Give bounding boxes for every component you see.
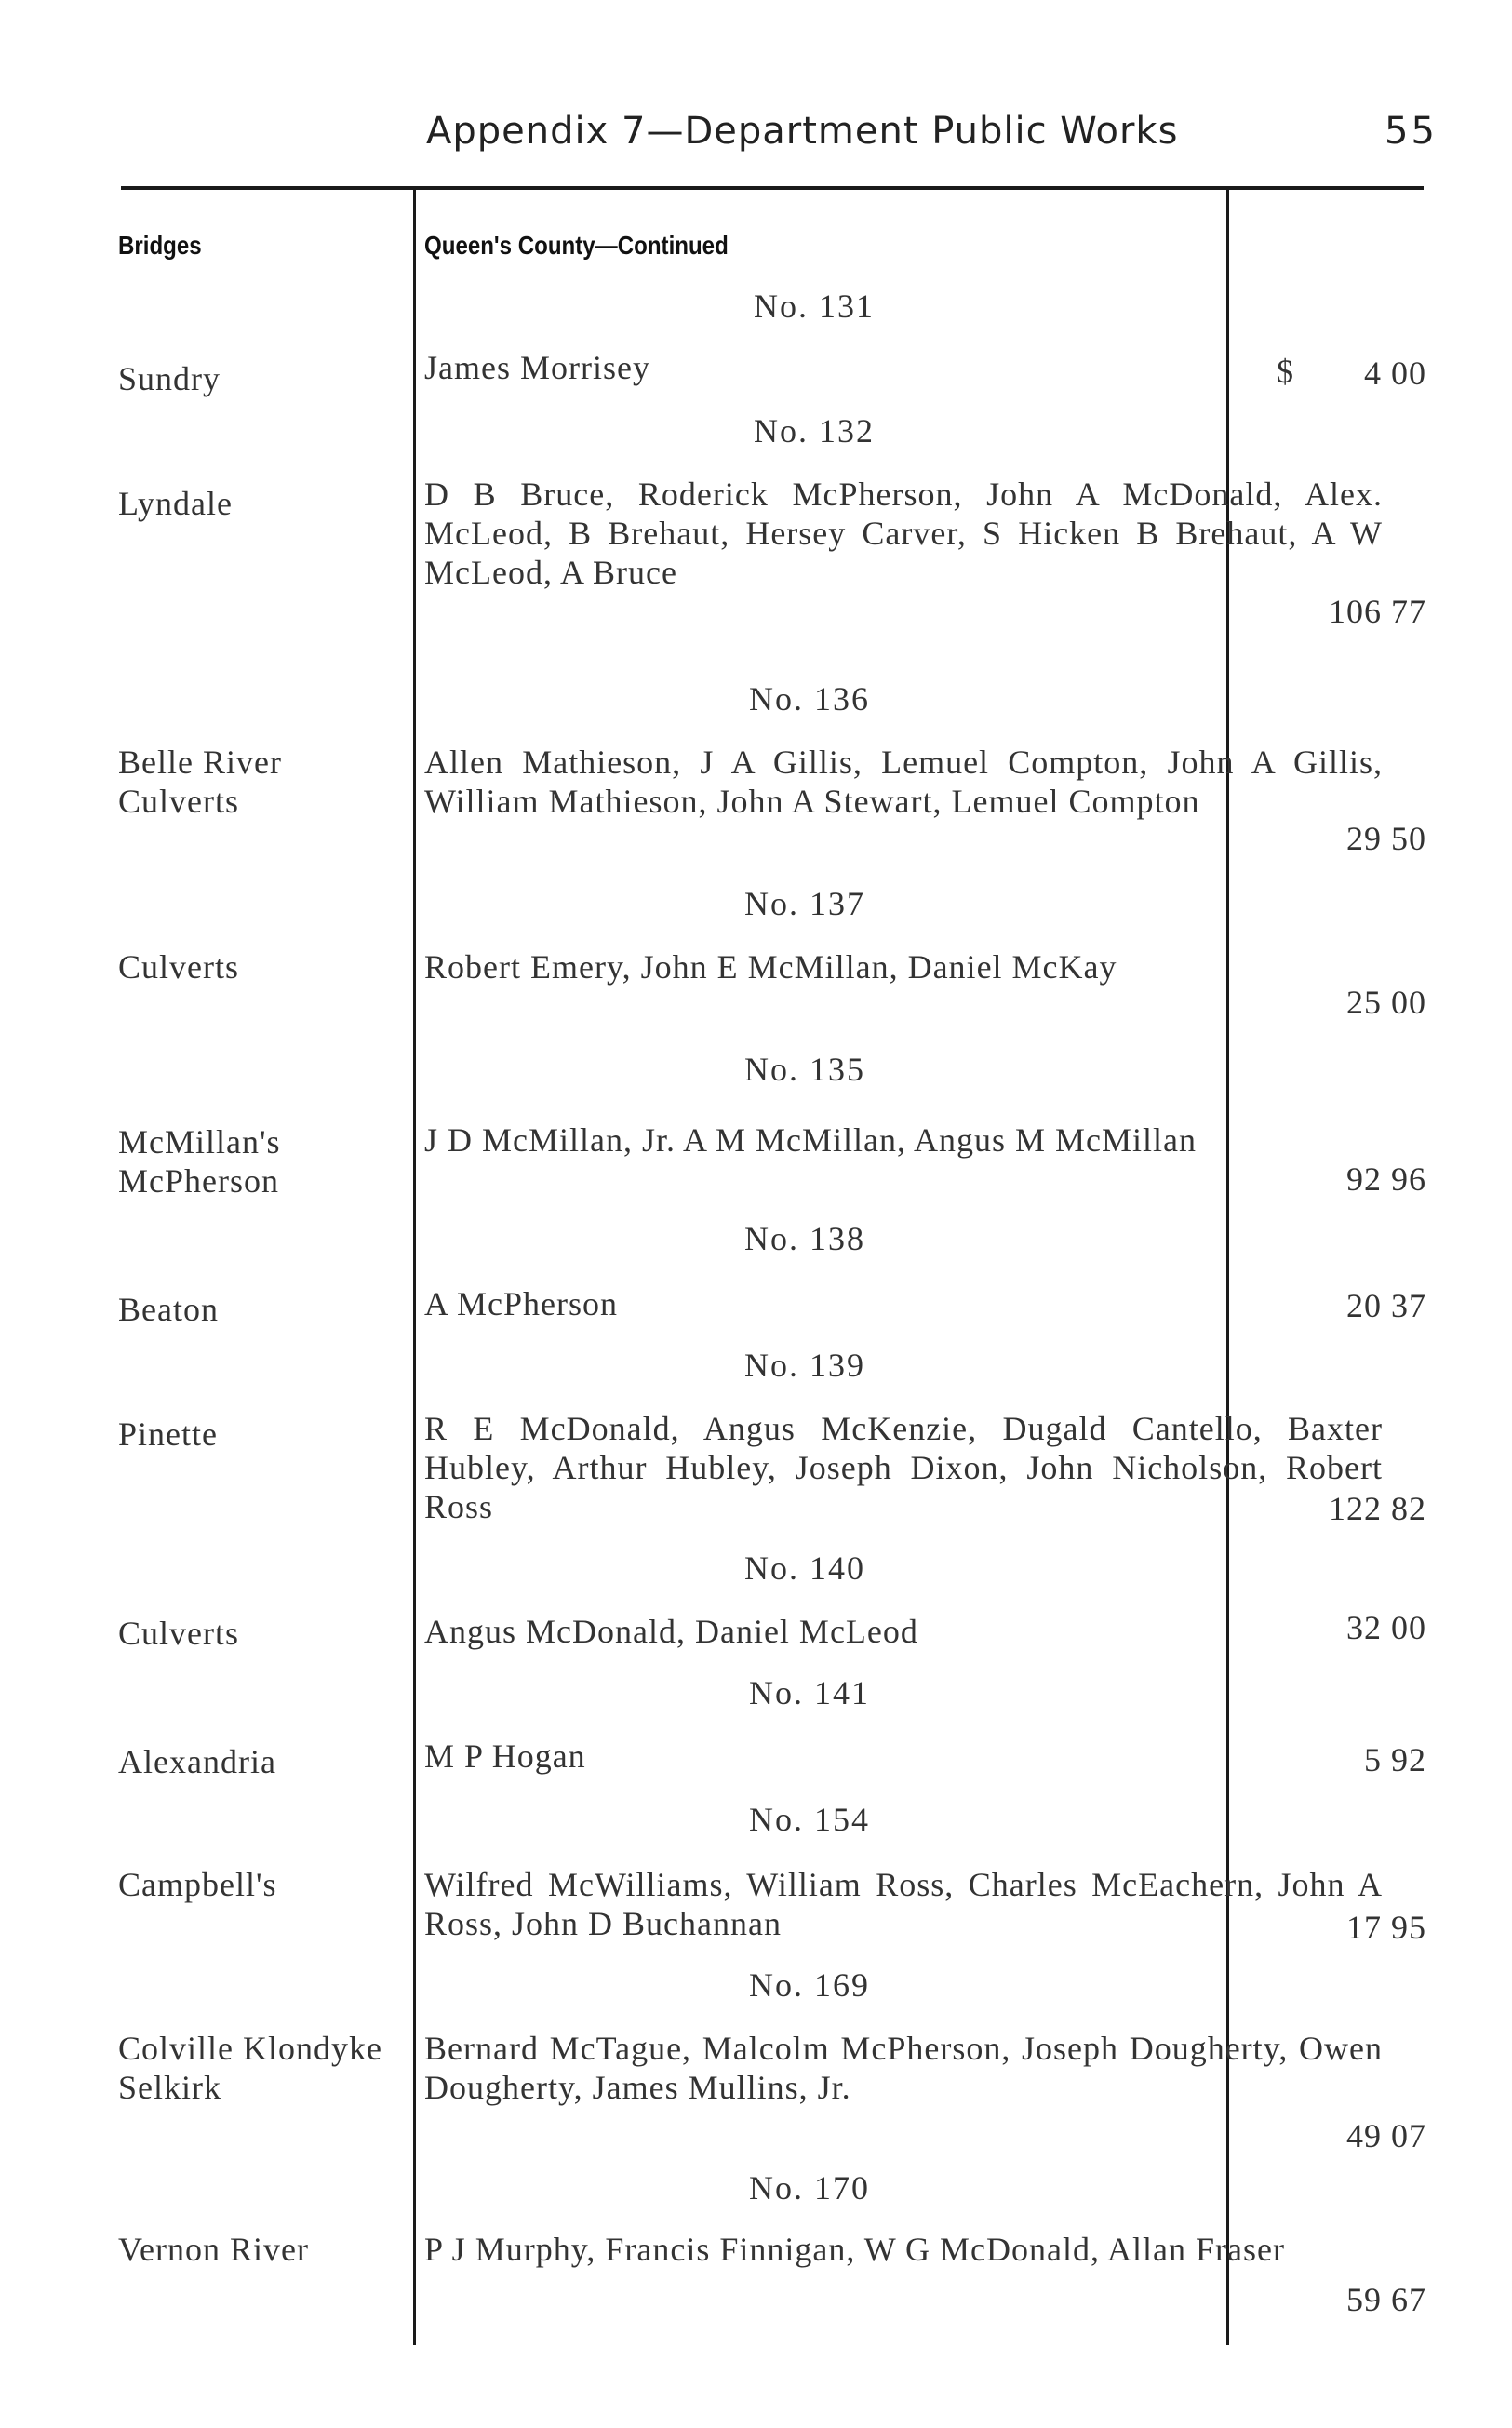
bridge-name: Campbell's <box>118 1866 277 1903</box>
bridges-column-heading: Bridges <box>118 231 202 260</box>
amount: 122 82 <box>1329 1490 1426 1527</box>
section-number: No. 131 <box>754 288 875 325</box>
page-header-title: Appendix 7—Department Public Works <box>426 110 1179 153</box>
worker-names: Robert Emery, John E McMillan, Daniel McKay <box>424 948 1117 986</box>
bridge-name: Sundry <box>118 360 221 397</box>
bridge-name: Beaton <box>118 1291 219 1328</box>
section-number: No. 141 <box>749 1674 870 1711</box>
worker-names: A McPherson <box>424 1285 618 1322</box>
bridge-name: Vernon River <box>118 2231 309 2268</box>
amount: 106 77 <box>1329 593 1426 630</box>
section-number: No. 137 <box>744 885 865 922</box>
worker-names: J D McMillan, Jr. A M McMillan, Angus M McMillan <box>424 1121 1198 1159</box>
county-column-heading: Queen's County—Continued <box>424 231 729 260</box>
worker-names: R E McDonald, Angus McKenzie, Dugald Cantello, Baxter Hubley, Arthur Hubley, Joseph Dixon, John Nicholson, Robert Ross <box>424 1410 1383 1525</box>
section-number: No. 132 <box>754 412 875 449</box>
section-number: No. 169 <box>749 1966 870 2004</box>
amount: 92 96 <box>1346 1160 1426 1198</box>
bridge-name: Culverts <box>118 948 239 986</box>
worker-names: P J Murphy, Francis Finnigan, W G McDonald, Allan Fraser <box>424 2231 1285 2268</box>
worker-names: Allen Mathieson, J A Gillis, Lemuel Compton, John A Gillis, William Mathieson, John A Stewart, Lemuel Compton <box>424 744 1383 820</box>
amount: 49 07 <box>1346 2117 1426 2154</box>
worker-names: Angus McDonald, Daniel McLeod <box>424 1613 918 1650</box>
worker-names: James Morrisey <box>424 349 650 386</box>
section-number: No. 154 <box>749 1801 870 1838</box>
worker-names: Wilfred McWilliams, William Ross, Charles McEachern, John A Ross, John D Buchannan <box>424 1866 1383 1942</box>
section-number: No. 140 <box>744 1549 865 1587</box>
page-number: 55 <box>1385 110 1438 153</box>
bridge-name: Culverts <box>118 1615 239 1652</box>
section-number: No. 170 <box>749 2169 870 2207</box>
worker-names: D B Bruce, Roderick McPherson, John A McDonald, Alex. McLeod, B Brehaut, Hersey Carver, S Hicken B Brehaut, A W McLeod, A Bruce <box>424 476 1383 591</box>
column-divider-left <box>413 188 416 2345</box>
worker-names: M P Hogan <box>424 1737 586 1775</box>
amount: 25 00 <box>1346 984 1426 1021</box>
bridge-name: Colville Klondyke Selkirk <box>118 2030 382 2106</box>
section-number: No. 139 <box>744 1347 865 1384</box>
amount: 4 00 <box>1364 355 1426 392</box>
section-number: No. 135 <box>744 1051 865 1088</box>
amount: 5 92 <box>1364 1741 1426 1778</box>
amount: 32 00 <box>1346 1609 1426 1646</box>
bridge-name: Pinette <box>118 1415 218 1453</box>
section-number: No. 136 <box>749 680 870 718</box>
amount: 20 37 <box>1346 1287 1426 1324</box>
bridge-name: Alexandria <box>118 1743 276 1780</box>
amount: 17 95 <box>1346 1909 1426 1946</box>
bridge-name: Belle River Culverts <box>118 744 282 820</box>
amount: 29 50 <box>1346 820 1426 857</box>
section-number: No. 138 <box>744 1220 865 1257</box>
worker-names: Bernard McTague, Malcolm McPherson, Joseph Dougherty, Owen Dougherty, James Mullins, Jr. <box>424 2030 1383 2106</box>
amount: 59 67 <box>1346 2281 1426 2318</box>
dollar-sign: $ <box>1277 353 1293 390</box>
bridge-name: McMillan's McPherson <box>118 1123 281 1200</box>
bridge-name: Lyndale <box>118 485 233 522</box>
